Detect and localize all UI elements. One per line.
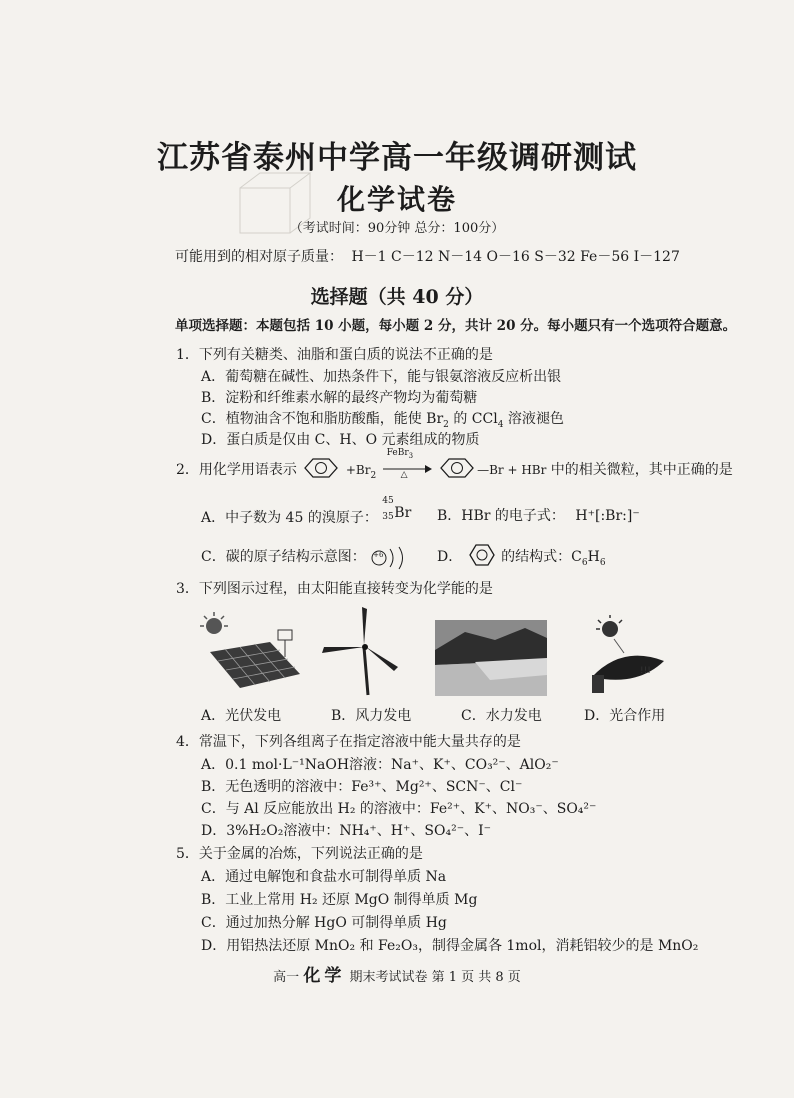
nucleus-charge: +6 xyxy=(373,551,384,559)
exam-meta: （考试时间：90分钟 总分：100分） xyxy=(289,221,505,236)
q1-option-d: D．蛋白质是仅由 C、H、O 元素组成的物质 xyxy=(201,432,480,448)
q2-option-c xyxy=(201,546,410,568)
benzene-ring-icon xyxy=(437,456,477,480)
q5-option-b: B．工业上常用 H₂ 还原 MgO 制得单质 Mg xyxy=(201,892,478,908)
q2-stem: 2．用化学用语表示 $+Br_2$ FeBr$_3$ △ —Br + HBr 中的相关微粒，其中正确的是 xyxy=(176,448,733,481)
q1-option-c-post: 溶液褪色 xyxy=(503,411,564,427)
exam-subtitle: 化学试卷 xyxy=(336,183,457,216)
benzene-ring-icon xyxy=(301,456,341,480)
footer-subject: 化学 xyxy=(303,966,346,986)
catalyst-text: FeBr xyxy=(386,448,409,458)
q4-option-b: B．无色透明的溶液中：Fe³⁺、Mg²⁺、SCN⁻、Cl⁻ xyxy=(201,779,523,795)
atomic-masses-values: H－1 C－12 N－14 O－16 S－32 Fe－56 I－127 xyxy=(351,249,680,265)
atomic-masses xyxy=(175,246,680,266)
hydropower-dam-illustration xyxy=(435,620,547,696)
isotope-mass: 45 xyxy=(382,496,394,506)
bromine-isotope xyxy=(382,496,416,525)
q4-option-a: A．0.1 mol·L⁻¹NaOH溶液：Na⁺、K⁺、CO₃²⁻、AlO₂⁻ xyxy=(201,757,559,773)
atomic-masses-label: 可能用到的相对原子质量： xyxy=(175,249,343,265)
isotope-number: 35 xyxy=(382,512,394,522)
q2-option-b-text: B．HBr 的电子式： xyxy=(437,508,565,524)
hbr-electron-formula: H⁺[:Br:]⁻ xyxy=(575,508,640,524)
q2-plus-br2: +Br xyxy=(345,463,371,477)
footer-page-info: 期末考试试卷 第 1 页 共 8 页 xyxy=(349,970,521,985)
q2-option-d: D． 的结构式：$C_6H_6$ xyxy=(437,546,606,568)
solar-panel-illustration xyxy=(200,612,310,698)
q5-option-a: A．通过电解饱和食盐水可制得单质 Na xyxy=(201,869,447,885)
q2-plus-hbr: Br + HBr xyxy=(489,463,547,477)
q1-option-c-mid: 的 CCl xyxy=(448,411,498,427)
q3-option-a: A．光伏发电 xyxy=(201,708,282,724)
q1-option-c-pre: C．植物油含不饱和脂肪酸酯，能使 Br xyxy=(201,411,444,427)
q2-option-b xyxy=(437,505,640,525)
footer-grade: 高一 xyxy=(273,970,300,985)
q2-option-c-text: C．碳的原子结构示意图： xyxy=(201,549,366,565)
wind-turbine-illustration xyxy=(322,607,402,697)
q3-option-b: B．风力发电 xyxy=(331,708,412,724)
q5-option-d: D．用铝热法还原 MnO₂ 和 Fe₂O₃，制得金属各 1mol，消耗铝较少的是 MnO₂ xyxy=(201,938,699,954)
q3-option-d: D．光合作用 xyxy=(584,708,666,724)
q3-option-c: C．水力发电 xyxy=(461,708,542,724)
q2-option-a xyxy=(201,496,416,527)
q1-stem: 1．下列有关糖类、油脂和蛋白质的说法不正确的是 xyxy=(176,347,493,363)
catalyst-label: FeBr$_3$ xyxy=(386,448,414,460)
carbon-atom-diagram xyxy=(370,546,410,568)
q1-option-c: C．植物油含不饱和脂肪酸酯，能使 $Br_2$ 的 CCl$_4$ 溶液褪色 xyxy=(201,411,564,430)
isotope-symbol: Br xyxy=(394,505,412,521)
q1-option-a: A．葡萄糖在碱性、加热条件下，能与银氨溶液反应析出银 xyxy=(201,369,562,385)
heat-symbol: △ xyxy=(400,470,408,480)
reaction-arrow xyxy=(381,448,433,480)
page-footer xyxy=(0,961,794,986)
q2-option-d-label: D． xyxy=(437,549,463,565)
exam-title: 江苏省泰州中学高一年级调研测试 xyxy=(157,140,637,176)
benzene-ring-icon xyxy=(467,543,497,567)
q2-option-a-text: A．中子数为 45 的溴原子： xyxy=(201,510,378,526)
section-instruction: 单项选择题：本题包括 10 小题，每小题 2 分，共计 20 分。每小题只有一个选项符合题意。 xyxy=(175,318,737,334)
q5-stem: 5．关于金属的冶炼，下列说法正确的是 xyxy=(176,846,423,862)
q1-option-b: B．淀粉和纤维素水解的最终产物均为葡萄糖 xyxy=(201,390,478,406)
q2-option-d-tail: H xyxy=(587,549,600,565)
q5-option-c: C．通过加热分解 HgO 可制得单质 Hg xyxy=(201,915,447,931)
q4-option-c: C．与 Al 反应能放出 H₂ 的溶液中：Fe²⁺、K⁺、NO₃⁻、SO₄²⁻ xyxy=(201,801,597,817)
q2-stem-pre: 2．用化学用语表示 xyxy=(176,462,297,478)
q4-option-d: D．3%H₂O₂溶液中：NH₄⁺、H⁺、SO₄²⁻、I⁻ xyxy=(201,823,492,839)
q2-stem-post: 中的相关微粒，其中正确的是 xyxy=(550,462,733,478)
q3-stem: 3．下列图示过程，由太阳能直接转变为化学能的是 xyxy=(176,581,493,597)
photosynthesis-illustration xyxy=(582,615,672,695)
q2-option-d-text: 的结构式：C xyxy=(501,549,582,565)
q4-stem: 4．常温下，下列各组离子在指定溶液中能大量共存的是 xyxy=(176,734,521,750)
section-title: 选择题（共 40 分） xyxy=(310,286,484,308)
svg-text:!!!: !!! xyxy=(640,666,651,676)
